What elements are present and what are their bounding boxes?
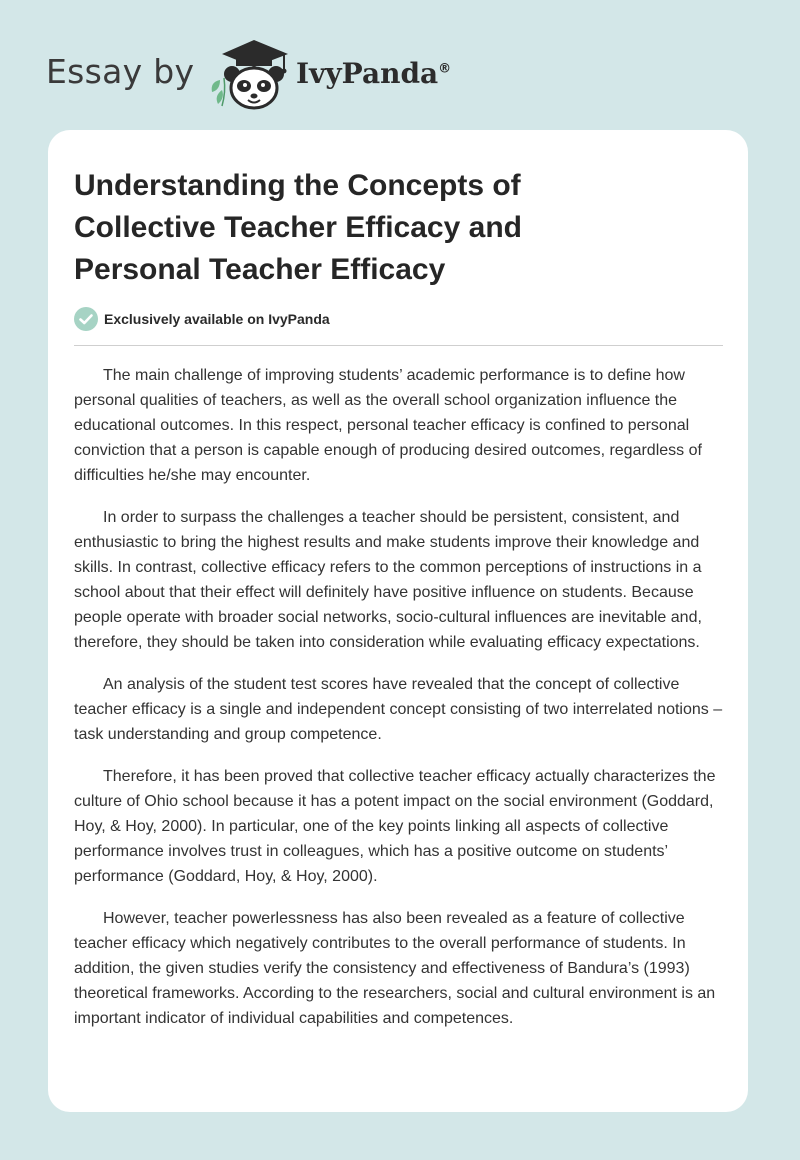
brand-name [296, 57, 451, 90]
essay-body [74, 363, 724, 1048]
check-circle-icon [74, 307, 98, 331]
exclusive-badge [74, 306, 330, 332]
brand-name-text: IvyPanda [296, 57, 439, 90]
brand-header[interactable] [46, 36, 466, 110]
panda-graduate-logo-icon [202, 36, 298, 110]
paragraph: In order to surpass the challenges a teacher should be persistent, consistent, and enthusiastic to bring the highest results and make students improve their knowledge and skills. In contrast, collective efficacy refers to the common perceptions of instructions in a school about that their effect will definitely have positive influence on students. Because people operate with broader social networks, socio-cultural influences are inevitable and, therefore, they should be taken into consideration while evaluating efficacy expectations. [74, 509, 702, 651]
paragraph: An analysis of the student test scores have revealed that the concept of collective teacher efficacy is a single and independent concept consisting of two interrelated notions – task understanding and group competence. [74, 676, 723, 743]
brand-prefix: Essay by [46, 52, 195, 91]
divider [74, 345, 723, 346]
essay-card [48, 130, 748, 1112]
registered-mark: ® [438, 61, 452, 77]
page-title: Understanding the Concepts of Collective Teacher Efficacy and Personal Teacher Efficacy [74, 169, 522, 286]
paragraph: Therefore, it has been proved that collective teacher efficacy actually characterizes the culture of Ohio school because it has a potent impact on the social environment (Goddard, Hoy, & Hoy, 2000). In particular, one of the key points linking all aspects of collective performance involves trust in colleagues, which has a positive outcome on students’ performance (Goddard, Hoy, & Hoy, 2000). [74, 768, 716, 885]
paragraph: However, teacher powerlessness has also been revealed as a feature of collective teacher efficacy which negatively contributes to the overall performance of students. In addition, the given studies verify the consistency and effectiveness of Bandura’s (1993) theoretical frameworks. According to the researchers, social and cultural environment is an important indicator of individual capabilities and competences. [74, 910, 716, 1027]
paragraph: The main challenge of improving students’ academic performance is to define how personal qualities of teachers, as well as the overall school organization influence the educational outcomes. In this respect, personal teacher efficacy is confined to personal conviction that a person is capable enough of producing desired outcomes, regardless of difficulties he/she may encounter. [74, 367, 702, 484]
badge-text: Exclusively available on IvyPanda [104, 311, 330, 327]
